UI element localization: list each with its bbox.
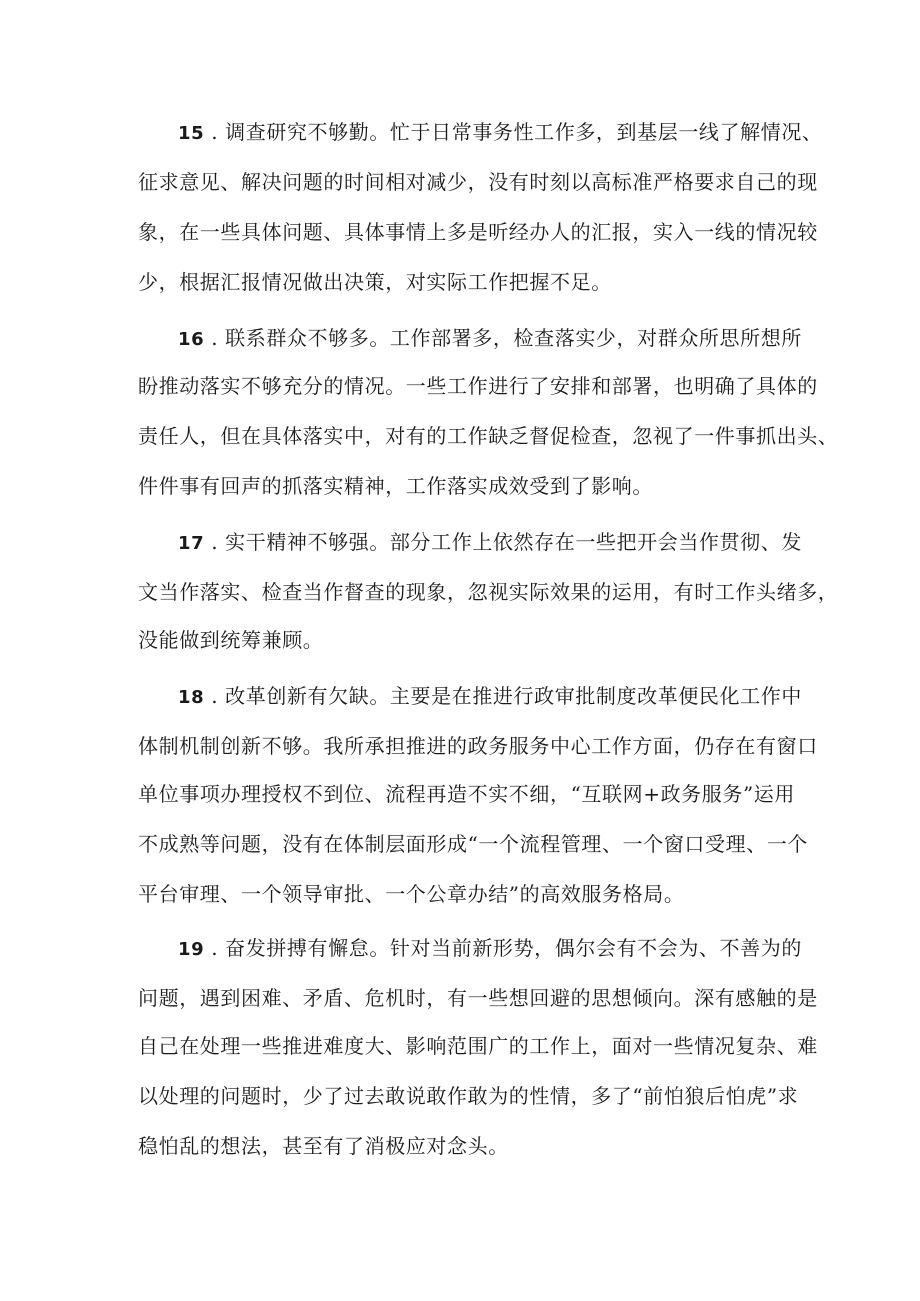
paragraph-17-line-1 <box>178 530 802 556</box>
paragraph-15-line-2: 征求意见、解决问题的时间相对减少，没有时刻以高标准严格要求自己的现 <box>138 170 818 194</box>
paragraph-15-text: . 调查研究不够勤。忙于日常事务性工作多，到基层一线了解情况、 <box>204 120 823 144</box>
paragraph-16-line-1 <box>178 326 802 352</box>
paragraph-19-line-4: 以处理的问题时，少了过去敢说敢作敢为的性情，多了“前怕狼后怕虎”求 <box>138 1084 799 1108</box>
paragraph-18-text: . 改革创新有欠缺。主要是在推进行政审批制度改革便民化工作中 <box>204 684 802 708</box>
paragraph-19-line-3: 自己在处理一些推进难度大、影响范围广的工作上，面对一些情况复杂、难 <box>138 1034 818 1058</box>
paragraph-15-line-3: 象，在一些具体问题、具体事情上多是听经办人的汇报，实入一线的情况较 <box>138 220 818 244</box>
paragraph-16-line-4: 件件事有回声的抓落实精神，工作落实成效受到了影响。 <box>138 474 653 498</box>
paragraph-17-number: 17 <box>178 533 205 554</box>
paragraph-15-line-4: 少，根据汇报情况做出决策，对实际工作把握不足。 <box>138 270 612 294</box>
paragraph-18-number: 18 <box>178 687 205 708</box>
paragraph-16-line-3: 责任人，但在具体落实中，对有的工作缺乏督促检查，忽视了一件事抓出头、 <box>138 424 839 448</box>
paragraph-16-line-2: 盼推动落实不够充分的情况。一些工作进行了安排和部署，也明确了具体的 <box>138 374 818 398</box>
paragraph-15-number: 15 <box>178 123 205 144</box>
paragraph-19-line-2: 问题，遇到困难、矛盾、危机时，有一些想回避的思想倾向。深有感触的是 <box>138 986 818 1010</box>
paragraph-19-line-1 <box>178 936 802 962</box>
paragraph-18-line-5: 平台审理、一个领导审批、一个公章办结”的高效服务格局。 <box>138 882 685 906</box>
paragraph-17-line-2: 文当作落实、检查当作督查的现象，忽视实际效果的运用，有时工作头绪多， <box>138 580 839 604</box>
paragraph-19-number: 19 <box>178 939 205 960</box>
paragraph-17-text: . 实干精神不够强。部分工作上依然存在一些把开会当作贯彻、发 <box>204 530 802 554</box>
paragraph-19-line-5: 稳怕乱的想法，甚至有了消极应对念头。 <box>138 1134 509 1158</box>
paragraph-18-line-3: 单位事项办理授权不到位、流程再造不实不细，“互联网+政务服务”运用 <box>138 782 796 806</box>
paragraph-18-line-2: 体制机制创新不够。我所承担推进的政务服务中心工作方面，仍存在有窗口 <box>138 734 818 758</box>
paragraph-15-line-1 <box>178 120 823 146</box>
paragraph-16-number: 16 <box>178 329 205 350</box>
paragraph-19-text: . 奋发拼搏有懈怠。针对当前新形势，偶尔会有不会为、不善为的 <box>204 936 802 960</box>
paragraph-16-text: . 联系群众不够多。工作部署多，检查落实少，对群众所思所想所 <box>204 326 802 350</box>
paragraph-17-line-3: 没能做到统筹兼顾。 <box>138 628 324 652</box>
paragraph-18-line-1 <box>178 684 802 710</box>
paragraph-18-line-4: 不成熟等问题，没有在体制层面形成“一个流程管理、一个窗口受理、一个 <box>138 832 809 856</box>
